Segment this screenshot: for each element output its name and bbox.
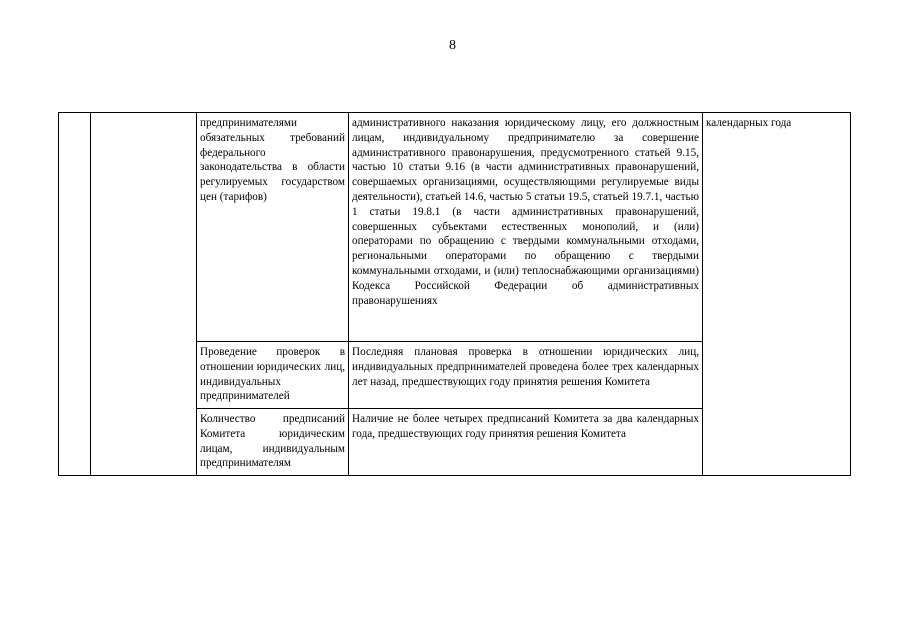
table-cell-number [59, 113, 91, 476]
page-number: 8 [449, 38, 456, 53]
criteria-table [58, 112, 851, 476]
table-cell-group [91, 113, 197, 476]
table-cell-criterion: Проведение проверок в отношении юридических лиц, индивидуальных предпринимателей [197, 342, 349, 409]
table-cell-condition: Наличие не более четырех предписаний Комитета за два календарных года, предшествующих году принятия решения Комитета [349, 409, 703, 476]
table-row [59, 113, 851, 342]
table-cell-criterion: Количество предписаний Комитета юридическим лицам, индивидуальным предпринимателям [197, 409, 349, 476]
table-cell-condition: административного наказания юридическому лицу, его должностным лицам, индивидуальному предпринимателю за совершение административного правонарушения, предусмотренного статьей 9.15, частью 10 статьи 9.16 (в части административных правонарушений, совершаемых организациями, осуществляющими регулируемые виды деятельности), статьей 14.6, частью 5 статьи 19.5, статьей 19.7.1, частью 1 статьи 19.8.1 (в части административных правонарушений, совершенных субъектами естественных монополий, и (или) операторами по обращению с твердыми коммунальными отходами, региональными операторами по обращению с твердыми коммунальными отходами, и (или) теплоснабжающими организациями) Кодекса Российской Федерации об административных правонарушениях [349, 113, 703, 342]
table-cell-criterion: предпринимателями обязательных требований федерального законодательства в области регулируемых государством цен (тарифов) [197, 113, 349, 342]
table-cell-category: календарных года [703, 113, 851, 476]
table-cell-condition: Последняя плановая проверка в отношении юридических лиц, индивидуальных предпринимателей проведена более трех календарных лет назад, предшествующих году принятия решения Комитета [349, 342, 703, 409]
